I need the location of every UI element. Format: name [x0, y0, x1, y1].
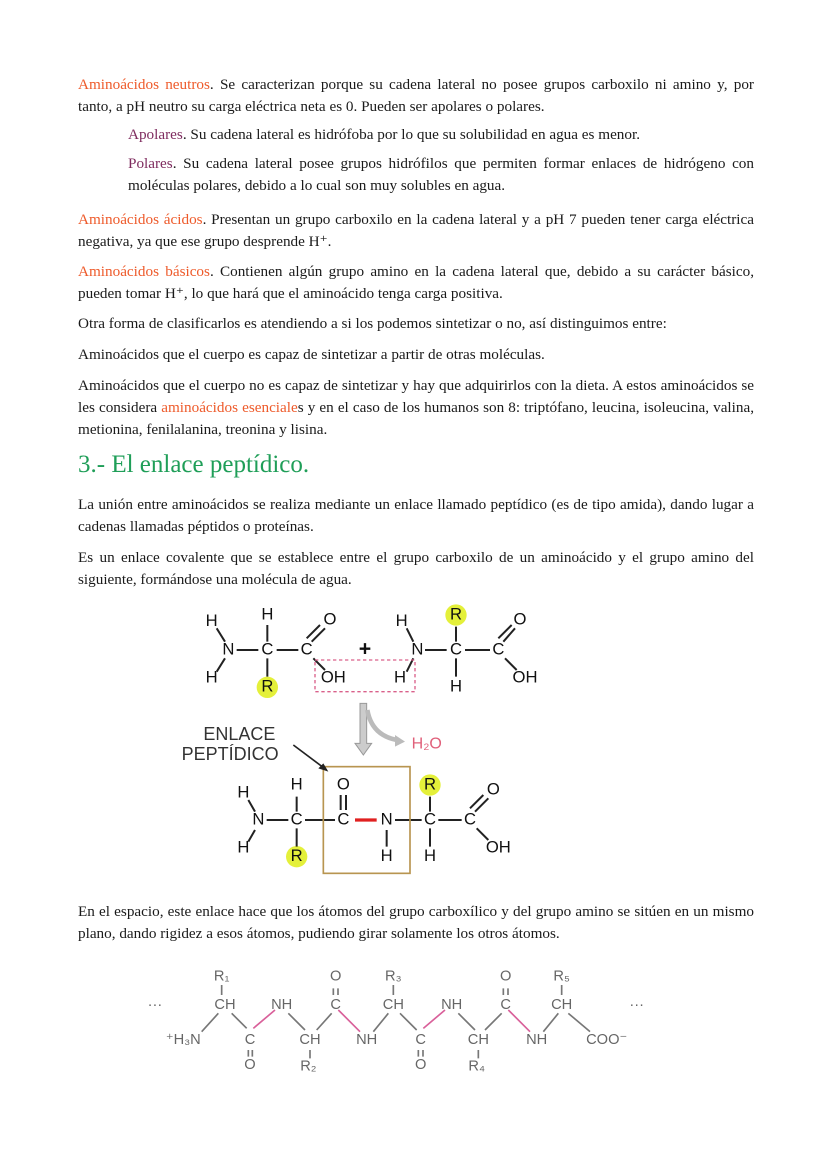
svg-text:C: C: [300, 639, 313, 659]
svg-text:R₃: R₃: [385, 968, 402, 985]
svg-text:+: +: [358, 636, 372, 661]
polypeptide-chain-figure: [140, 960, 680, 1080]
svg-text:C: C: [423, 809, 437, 829]
svg-text:H: H: [237, 782, 250, 802]
svg-text:C: C: [261, 639, 274, 659]
svg-text:H: H: [237, 837, 250, 857]
svg-text:NH: NH: [526, 1031, 548, 1048]
paragraph-basicos: [78, 261, 754, 305]
svg-text:C: C: [415, 1031, 426, 1048]
svg-text:N: N: [380, 809, 393, 829]
paragraph-sintetizar: Aminoácidos que el cuerpo es capaz de sintetizar a partir de otras moléculas.: [78, 346, 545, 363]
svg-text:R: R: [449, 604, 463, 624]
svg-text:O: O: [244, 1056, 256, 1073]
svg-text:R: R: [290, 846, 303, 866]
svg-text:R₁: R₁: [213, 968, 230, 985]
water-label: H₂O: [411, 735, 442, 753]
paragraph-polares: [128, 153, 754, 197]
svg-text:R₄: R₄: [468, 1058, 485, 1075]
paragraph-union: La unión entre aminoácidos se realiza mediante un enlace llamado peptídico (es de tipo amida), dando lugar a cadenas llamadas péptidos o proteínas.: [78, 496, 754, 535]
svg-text:O: O: [329, 968, 342, 985]
svg-text:C: C: [463, 809, 477, 829]
svg-text:···: ···: [629, 996, 644, 1013]
svg-text:R₅: R₅: [553, 968, 570, 985]
svg-text:H: H: [380, 846, 393, 866]
svg-text:H: H: [395, 611, 408, 631]
svg-text:O: O: [499, 968, 512, 985]
svg-text:CH: CH: [299, 1031, 321, 1048]
svg-text:R: R: [261, 676, 274, 696]
paragraph-esenciales: [78, 375, 754, 441]
term-esenciales: aminoácidos esenciale: [161, 399, 298, 416]
text: . Se caracterizan porque su cadena lateral no posee grupos carboxilo ni amino y, por tanto, a pH neutro su carga eléctrica neta es 0. Pueden ser apolares o polares.: [78, 76, 754, 115]
svg-text:C: C: [449, 639, 463, 659]
term-neutros: Aminoácidos neutros: [78, 76, 210, 93]
text: . Su cadena lateral es hidrófoba por lo que su solubilidad en agua es menor.: [182, 126, 641, 143]
svg-text:H: H: [205, 667, 218, 687]
section-heading: 3.- El enlace peptídico.: [78, 451, 310, 478]
svg-text:N: N: [411, 639, 424, 659]
svg-text:O: O: [414, 1056, 427, 1073]
svg-text:OH: OH: [512, 667, 538, 687]
text: . Presentan un grupo carboxilo en la cadena lateral y a pH 7 pueden tener carga eléctrica negativa, ya que ese grupo desprende H⁺.: [78, 211, 754, 250]
paragraph-acidos: [78, 209, 754, 253]
term-polares: Polares: [128, 155, 173, 172]
svg-text:C: C: [244, 1031, 256, 1048]
svg-text:⁺H₃N: ⁺H₃N: [165, 1031, 201, 1048]
svg-text:NH: NH: [356, 1031, 378, 1048]
term-basicos: Aminoácidos básicos: [78, 263, 210, 280]
svg-text:C: C: [290, 809, 303, 829]
paragraph-covalente: Es un enlace covalente que se establece entre el grupo carboxilo de un aminoácido y el grupo amino del siguiente, formándose una molécula de agua.: [78, 549, 754, 588]
paragraph-apolares: [128, 124, 754, 146]
text: . Contienen algún grupo amino en la cadena lateral que, debido a su carácter básico, pueden tomar H⁺, lo que hará que el aminoácido tenga carga positiva.: [78, 263, 755, 302]
svg-text:O: O: [513, 609, 527, 629]
peptidico-label: PEPTÍDICO: [181, 744, 279, 764]
text: s y en el caso de los humanos son 8: triptófano, leucina, isoleucina, valina, metionina, fenilalanina, treonina y lisina.: [78, 399, 755, 438]
text: Aminoácidos que el cuerpo no es capaz de sintetizar y hay que adquirirlos con la dieta. A estos aminoácidos se les considera: [78, 377, 754, 416]
peptide-bond-formation-figure: [180, 600, 560, 880]
svg-text:C: C: [500, 996, 511, 1013]
svg-text:CH: CH: [214, 996, 236, 1013]
svg-text:R₂: R₂: [300, 1058, 317, 1075]
svg-text:H: H: [290, 774, 303, 794]
svg-text:COO⁻: COO⁻: [586, 1031, 628, 1048]
svg-text:···: ···: [147, 996, 163, 1013]
svg-text:OH: OH: [485, 837, 511, 857]
svg-text:H: H: [449, 676, 463, 696]
svg-text:O: O: [486, 779, 500, 799]
svg-text:CH: CH: [551, 996, 573, 1013]
svg-text:NH: NH: [271, 996, 293, 1013]
svg-text:C: C: [330, 996, 341, 1013]
paragraph-neutros: [78, 74, 754, 118]
svg-text:NH: NH: [441, 996, 463, 1013]
svg-text:CH: CH: [382, 996, 404, 1013]
svg-text:CH: CH: [467, 1031, 489, 1048]
svg-text:H: H: [393, 667, 407, 687]
svg-text:R: R: [423, 774, 437, 794]
svg-text:H: H: [205, 611, 218, 631]
svg-text:N: N: [252, 809, 265, 829]
svg-text:H: H: [261, 604, 274, 624]
svg-text:N: N: [222, 639, 235, 659]
enlace-label: ENLACE: [203, 724, 276, 744]
term-apolares: Apolares: [128, 126, 183, 143]
svg-text:C: C: [337, 809, 350, 829]
svg-text:O: O: [336, 774, 350, 794]
term-acidos: Aminoácidos ácidos: [78, 211, 203, 228]
paragraph-otra: Otra forma de clasificarlos es atendiendo a si los podemos sintetizar o no, así distinguimos entre:: [78, 315, 667, 332]
svg-text:H: H: [423, 846, 437, 866]
svg-text:OH: OH: [320, 667, 346, 687]
paragraph-espacio: En el espacio, este enlace hace que los átomos del grupo carboxílico y del grupo amino se sitúen en un mismo plano, dando rigidez a esos átomos, pudiendo girar solamente los otros átomos.: [78, 903, 754, 942]
text: . Su cadena lateral posee grupos hidrófilos que permiten formar enlaces de hidrógeno con moléculas polares, debido a lo cual son muy solubles en agua.: [128, 155, 754, 194]
svg-text:O: O: [323, 609, 337, 629]
svg-text:C: C: [492, 639, 505, 659]
